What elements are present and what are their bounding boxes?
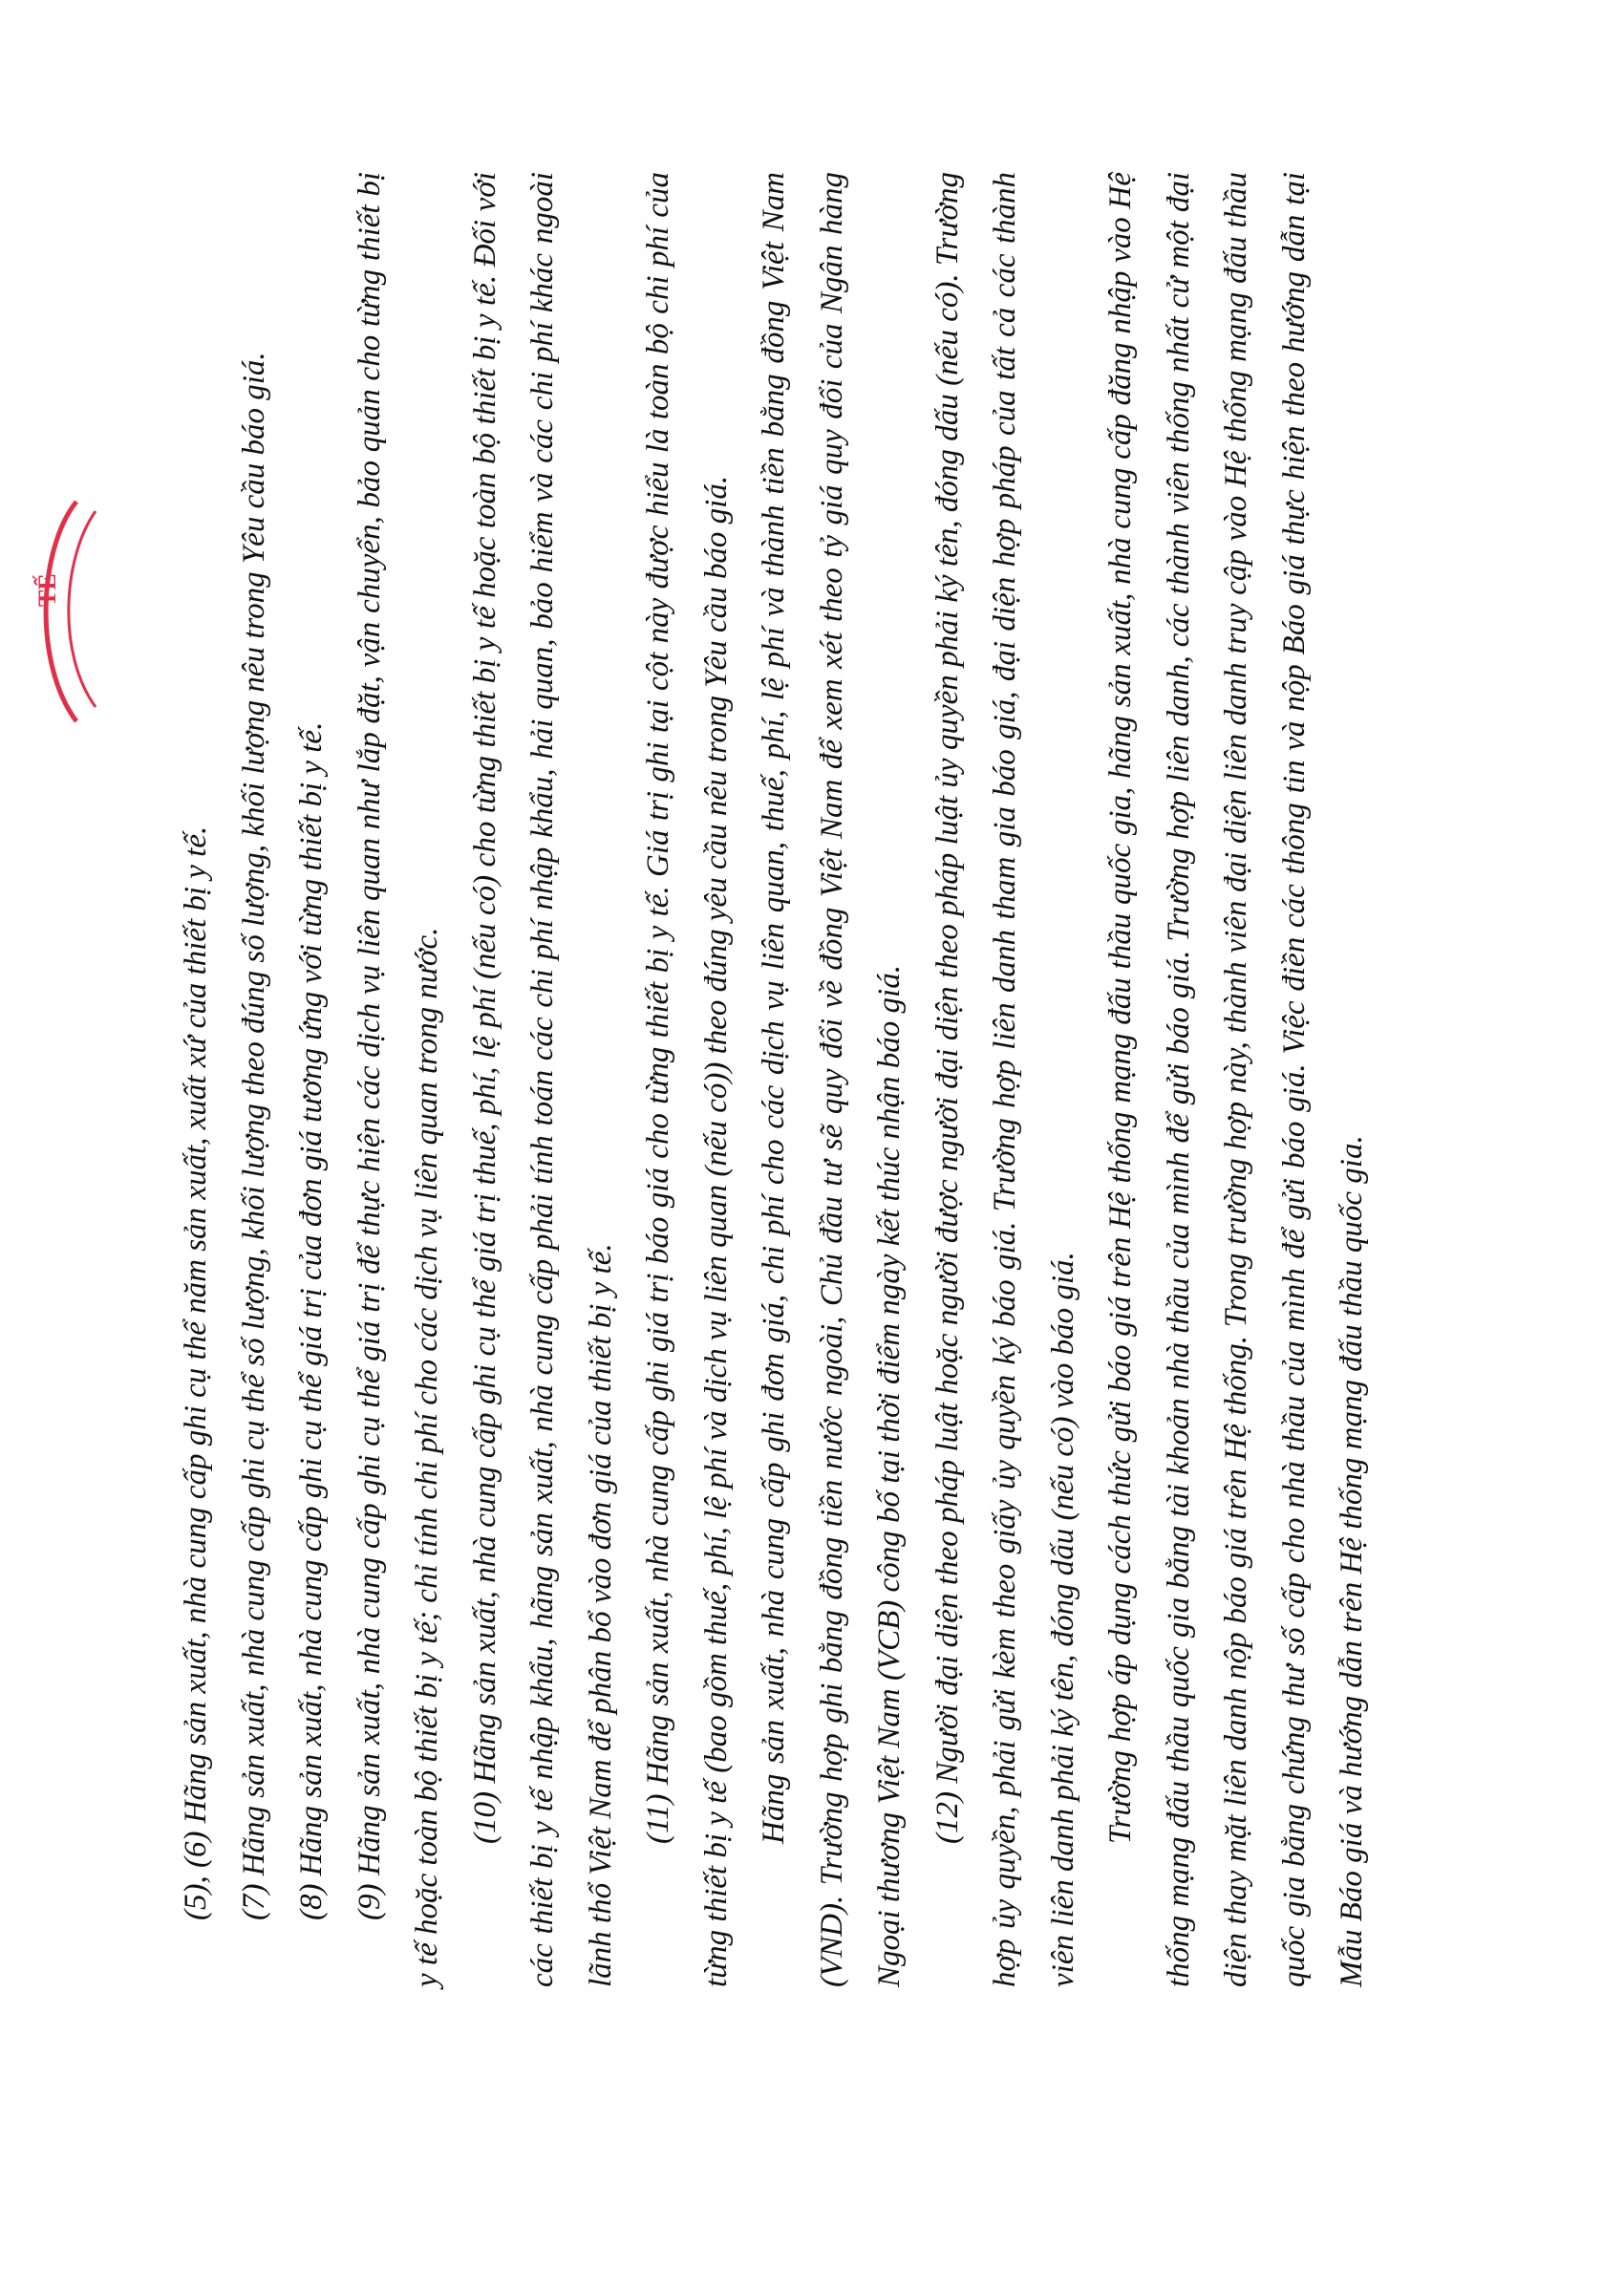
- paragraph-8: (8) Hãng sản xuất, nhà cung cấp ghi cụ thể giá trị của đơn giá tương ứng với từng thiết bị y tế.: [294, 721, 329, 1920]
- paragraph-11: (11) Hãng sản xuất, nhà cung cấp ghi giá trị báo giá cho từng thiết bị y tế. Giá trị ghi tại cột này được hiểu là toàn bộ chi phí của từng thiết bị y tế (bao gồm thuế, phí, lệ phí và dịch vụ liên quan (nếu có)) theo đúng yêu cầu nêu trong Yêu cầu báo giá.: [641, 172, 734, 1987]
- paragraph-11b: Hãng sản xuất, nhà cung cấp ghi đơn giá, chi phí cho các dịch vụ liên quan, thuế, phí, lệ phí và thành tiền bằng đồng Việt Nam (VND). Trường hợp ghi bằng đồng tiền nước ngoài, Chủ đầu tư sẽ quy đổi về đồng Việt Nam để xem xét theo tỷ giá quy đổi của Ngân hàng Ngoại thương Việt Nam (VCB) công bố tại thời điểm ngày kết thúc nhận báo giá.: [757, 172, 907, 1987]
- red-stamp-fragment: [19, 492, 124, 731]
- stamp-text: TẾ: [33, 573, 61, 607]
- paragraph-7: (7) Hãng sản xuất, nhà cung cấp ghi cụ thể số lượng, khối lượng theo đúng số lượng, khối lượng nêu trong Yêu cầu báo giá.: [236, 352, 271, 1920]
- paragraph-13: Trường hợp áp dụng cách thức gửi báo giá trên Hệ thống mạng đấu thầu quốc gia, hãng sản xuất, nhà cung cấp đăng nhập vào Hệ thống mạng đấu thầu quốc gia bằng tài khoản nhà thầu của mình để gửi báo giá. Trường hợp liên danh, các thành viên thống nhất cử một đại diện thay mặt liên danh nộp báo giá trên Hệ thống. Trong trường hợp này, thành viên đại diện liên danh truy cập vào Hệ thống mạng đấu thầu quốc gia bằng chứng thư số cấp cho nhà thầu của mình để gửi báo giá. Việc điền các thông tin và nộp Báo giá thực hiện theo hướng dẫn tại Mẫu Báo giá và hướng dẫn trên Hệ thống mạng đấu thầu quốc gia.: [1103, 172, 1369, 1987]
- document-body: [167, 172, 1624, 1987]
- paragraph-12: (12) Người đại diện theo pháp luật hoặc người được người đại diện theo pháp luật ủy quyền phải ký tên, đóng dấu (nếu có). Trường hợp ủy quyền, phải gửi kèm theo giấy ủy quyền ký báo giá. Trường hợp liên danh tham gia báo giá, đại diện hợp pháp của tất cả các thành viên liên danh phải ký tên, đóng dấu (nếu có) vào báo giá.: [930, 172, 1080, 1987]
- paragraph-10: (10) Hãng sản xuất, nhà cung cấp ghi cụ thể giá trị thuế, phí, lệ phí (nếu có) cho từng thiết bị y tế hoặc toàn bộ thiết bị y tế. Đối với các thiết bị y tế nhập khẩu, hãng sản xuất, nhà cung cấp phải tính toán các chi phí nhập khẩu, hải quan, bảo hiểm và các chi phí khác ngoài lãnh thổ Việt Nam để phân bổ vào đơn giá của thiết bị y tế.: [467, 172, 618, 1987]
- paragraph-9: (9) Hãng sản xuất, nhà cung cấp ghi cụ thể giá trị để thực hiện các dịch vụ liên quan như lắp đặt, vận chuyển, bảo quản cho từng thiết bị y tế hoặc toàn bộ thiết bị y tế; chỉ tính chi phí cho các dịch vụ liên quan trong nước.: [352, 172, 444, 1987]
- paragraph-5-6: (5), (6) Hãng sản xuất, nhà cung cấp ghi cụ thể năm sản xuất, xuất xứ của thiết bị y tế.: [179, 825, 213, 1920]
